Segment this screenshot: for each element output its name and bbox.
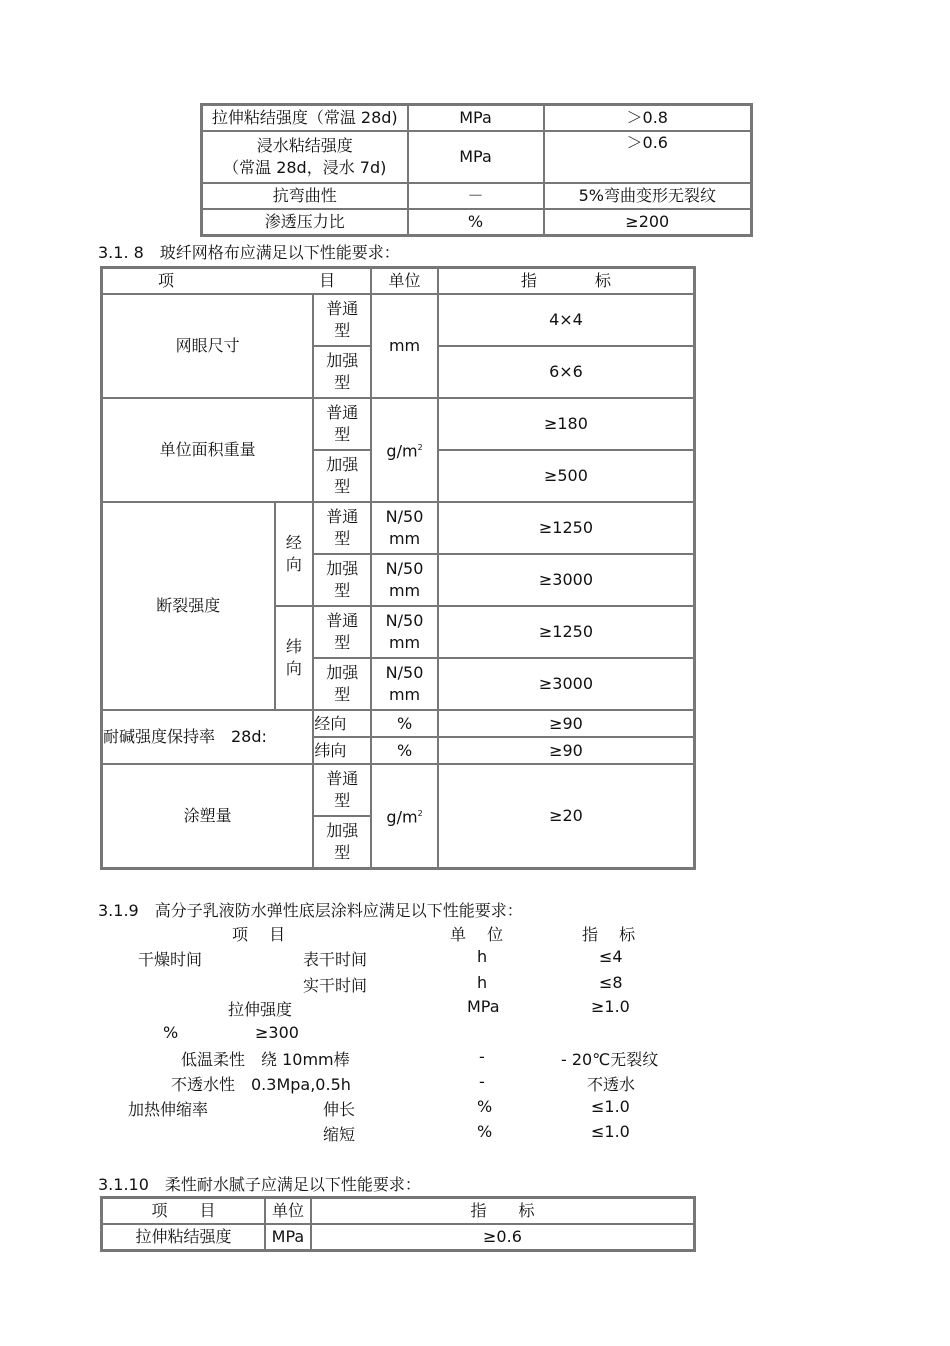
- s319-tensile-val: ≥1.0: [591, 997, 630, 1016]
- break-warp: [275, 502, 314, 606]
- s319-imperm-unit: -: [479, 1072, 485, 1091]
- header-item-a: 项: [158, 271, 175, 290]
- cell-unit: －: [408, 183, 544, 209]
- table-row: [102, 1224, 694, 1250]
- type-normal: [313, 764, 371, 816]
- cell-item: 抗弯曲性: [202, 183, 408, 209]
- coat-unit-sup: 2: [417, 809, 423, 819]
- header-index-b: 标: [595, 271, 612, 290]
- type-normal: [313, 502, 371, 554]
- break-warp-text: 经向: [285, 533, 302, 574]
- table-row: [202, 183, 751, 209]
- type-strong: [313, 450, 371, 502]
- header-index-a: 指: [520, 271, 537, 290]
- coat-val: ≥20: [438, 764, 694, 868]
- table-row: [102, 502, 694, 554]
- section-heading-318: 3.1. 8 玻纤网格布应满足以下性能要求：: [98, 243, 400, 262]
- table-row: [102, 294, 694, 346]
- cell-item: 拉伸粘结强度（常温 28d): [202, 105, 408, 131]
- cell-item-line2: （常温 28d，浸水 7d): [223, 158, 387, 177]
- type-normal: [313, 398, 371, 450]
- cell-unit: MPa: [408, 131, 544, 183]
- header-index: 指 标: [311, 1198, 694, 1224]
- mesh-strong: 6×6: [438, 346, 694, 398]
- type-strong-text: 加强型: [326, 559, 359, 600]
- s319-hard-val: ≤8: [599, 973, 623, 992]
- s319-lowtemp-val: - 20℃无裂纹: [561, 1050, 659, 1069]
- s319-lowtemp-unit: -: [479, 1047, 485, 1066]
- break-unit: N/50 mm: [371, 606, 438, 658]
- break-weft: [275, 606, 314, 710]
- type-normal-text: 普通型: [326, 299, 359, 340]
- cell-item-line1: 浸水粘结强度: [256, 136, 353, 155]
- type-normal-text: 普通型: [326, 403, 359, 444]
- s319-lowtemp: 低温柔性 绕 10mm棒: [181, 1050, 350, 1069]
- weight-strong: ≥500: [438, 450, 694, 502]
- break-warp-normal: ≥1250: [438, 502, 694, 554]
- alkali-weft-val: ≥90: [438, 737, 694, 764]
- break-unit: N/50 mm: [371, 502, 438, 554]
- cell-value: ≥0.6: [311, 1224, 694, 1250]
- header-item: [102, 268, 371, 294]
- table-row: [202, 209, 751, 235]
- s319-surf-dry: 表干时间: [303, 950, 368, 969]
- type-strong: [313, 346, 371, 398]
- s319-elong-val: ≥300: [255, 1023, 299, 1042]
- section-heading-319: 3.1.9 高分子乳液防水弹性底层涂料应满足以下性能要求：: [98, 901, 523, 920]
- type-normal: [313, 294, 371, 346]
- s319-shrink-unit: %: [477, 1122, 493, 1141]
- type-strong: [313, 816, 371, 868]
- type-strong-text: 加强型: [326, 663, 359, 704]
- s319-tensile: 拉伸强度: [228, 1000, 293, 1019]
- cell-value: 5%弯曲变形无裂纹: [544, 183, 751, 209]
- coat-unit-text: g/m: [386, 807, 418, 827]
- break-unit: N/50 mm: [371, 554, 438, 606]
- s319-dry: 干燥时间: [138, 950, 203, 969]
- type-strong-text: 加强型: [326, 351, 359, 392]
- s319-surf-val: ≤4: [599, 947, 623, 966]
- table-flexible-putty: [100, 1196, 696, 1252]
- header-unit: 单位: [371, 268, 438, 294]
- cell-value: ＞0.6: [544, 131, 751, 183]
- table-glass-fiber-mesh: [100, 266, 696, 870]
- type-strong-text: 加强型: [326, 821, 359, 862]
- s319-heat: 加热伸缩率: [128, 1100, 209, 1119]
- coat-unit: [371, 764, 438, 868]
- s319-hard-dry: 实干时间: [303, 976, 368, 995]
- table-row: [102, 710, 694, 737]
- table-header-row: [102, 268, 694, 294]
- table-row: [202, 105, 751, 131]
- cell-unit: MPa: [265, 1224, 311, 1250]
- table-row: [102, 398, 694, 450]
- weight-unit: [371, 398, 438, 502]
- type-normal-text: 普通型: [326, 611, 359, 652]
- alkali-name: 耐碱强度保持率 28d:: [102, 710, 313, 764]
- header-item-b: 目: [319, 271, 336, 290]
- header-item: 项 目: [102, 1198, 265, 1224]
- mesh-name: 网眼尺寸: [102, 294, 313, 398]
- s319-tensile-unit: MPa: [467, 997, 500, 1016]
- mesh-normal: 4×4: [438, 294, 694, 346]
- alkali-weft: 纬向: [313, 737, 371, 764]
- table-row: [202, 131, 751, 183]
- mesh-unit: mm: [371, 294, 438, 398]
- s319-hdr-unit: 单 位: [450, 925, 504, 944]
- header-index: [438, 268, 694, 294]
- alkali-warp-val: ≥90: [438, 710, 694, 737]
- s319-hdr-index: 指 标: [582, 925, 636, 944]
- type-normal-text: 普通型: [326, 507, 359, 548]
- alkali-warp: 经向: [313, 710, 371, 737]
- type-normal: [313, 606, 371, 658]
- break-warp-strong: ≥3000: [438, 554, 694, 606]
- cell-unit: MPa: [408, 105, 544, 131]
- break-name: 断裂强度: [102, 502, 275, 710]
- cell-item: 拉伸粘结强度: [102, 1224, 265, 1250]
- cell-item: [202, 131, 408, 183]
- s319-stretch: 伸长: [323, 1100, 356, 1119]
- s319-imperm: 不透水性 0.3Mpa,0.5h: [171, 1075, 351, 1094]
- weight-name: 单位面积重量: [102, 398, 313, 502]
- weight-unit-text: g/m: [386, 441, 418, 461]
- break-unit: N/50 mm: [371, 658, 438, 710]
- s319-surf-unit: h: [477, 947, 488, 966]
- cell-value: ≥200: [544, 209, 751, 235]
- s319-hard-unit: h: [477, 973, 488, 992]
- break-weft-normal: ≥1250: [438, 606, 694, 658]
- s319-stretch-unit: %: [477, 1097, 493, 1116]
- type-strong: [313, 658, 371, 710]
- s319-elong-unit: %: [163, 1023, 179, 1042]
- s319-imperm-val: 不透水: [587, 1075, 636, 1094]
- cell-value: ＞0.8: [544, 105, 751, 131]
- weight-unit-sup: 2: [417, 443, 423, 453]
- type-normal-text: 普通型: [326, 769, 359, 810]
- header-unit: 单位: [265, 1198, 311, 1224]
- coat-name: 涂塑量: [102, 764, 313, 868]
- alkali-unit: %: [371, 710, 438, 737]
- s319-hdr-item: 项 目: [232, 925, 286, 944]
- section-heading-3110: 3.1.10 柔性耐水腻子应满足以下性能要求：: [98, 1175, 421, 1194]
- table-header-row: [102, 1198, 694, 1224]
- s319-stretch-val: ≤1.0: [591, 1097, 630, 1116]
- type-strong-text: 加强型: [326, 455, 359, 496]
- s319-shrink: 缩短: [323, 1125, 356, 1144]
- weight-normal: ≥180: [438, 398, 694, 450]
- break-weft-strong: ≥3000: [438, 658, 694, 710]
- cell-unit: %: [408, 209, 544, 235]
- break-weft-text: 纬向: [285, 637, 302, 678]
- type-strong: [313, 554, 371, 606]
- s319-shrink-val: ≤1.0: [591, 1122, 630, 1141]
- table-row: [102, 764, 694, 816]
- table-bond-strength: [200, 103, 753, 237]
- alkali-unit: %: [371, 737, 438, 764]
- cell-item: 渗透压力比: [202, 209, 408, 235]
